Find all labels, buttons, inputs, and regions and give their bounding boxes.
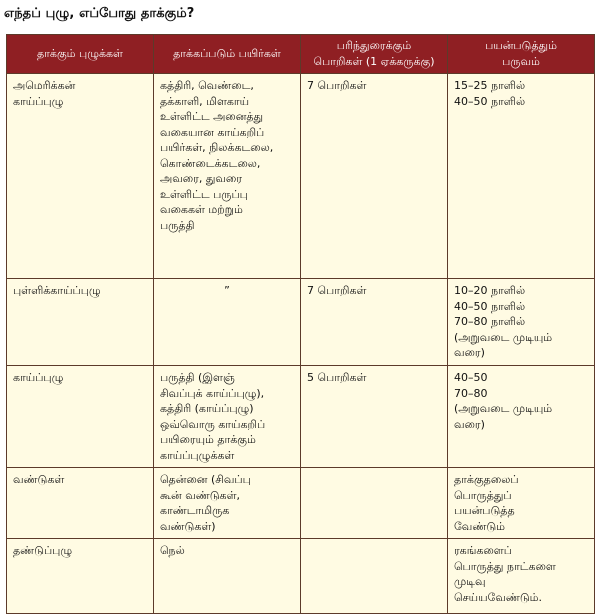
- season-cell: 15–25 நாளில் 40–50 நாளில்: [448, 74, 595, 279]
- pest-cell: அமெரிக்கன் காய்ப்புழு: [7, 74, 154, 279]
- traps-cell: [301, 468, 448, 539]
- table-row: [7, 468, 595, 539]
- header-pests: தாக்கும் புழுக்கள்: [7, 35, 154, 74]
- header-traps: பரிந்துரைக்கும் பொறிகள் (1 ஏக்கருக்கு): [301, 35, 448, 74]
- table-row: [7, 366, 595, 468]
- crops-cell-ditto: ”: [154, 279, 301, 366]
- header-crops: தாக்கப்படும் பயிர்கள்: [154, 35, 301, 74]
- table-row: [7, 74, 595, 279]
- traps-cell: 7 பொறிகள்: [301, 279, 448, 366]
- table-row: [7, 279, 595, 366]
- traps-cell: [301, 539, 448, 614]
- season-cell: தாக்குதலைப் பொருத்துப் பயன்படுத்த வேண்டும்: [448, 468, 595, 539]
- season-cell: 40–50 70–80 (அறுவடை முடியும் வரை): [448, 366, 595, 468]
- table-header-row: [7, 35, 595, 74]
- pest-trap-table: [6, 34, 595, 614]
- pest-cell: தண்டுப்புழு: [7, 539, 154, 614]
- pest-cell: புள்ளிக்காய்ப்புழு: [7, 279, 154, 366]
- crops-cell: நெல்: [154, 539, 301, 614]
- traps-cell: 7 பொறிகள்: [301, 74, 448, 279]
- season-cell: 10–20 நாளில் 40–50 நாளில் 70–80 நாளில் (அறுவடை முடியும் வரை): [448, 279, 595, 366]
- season-cell: ரகங்களைப் பொருத்து நாட்களை முடிவு செய்யவேண்டும்.: [448, 539, 595, 614]
- crops-cell: தென்னை (சிவப்பு கூன் வண்டுகள், காண்டாமிருக வண்டுகள்): [154, 468, 301, 539]
- pest-cell: காய்ப்புழு: [7, 366, 154, 468]
- table-row: [7, 539, 595, 614]
- traps-cell: 5 பொறிகள்: [301, 366, 448, 468]
- crops-cell: பருத்தி (இளஞ் சிவப்புக் காய்ப்புழு), கத்திரி (காய்ப்புழு) ஒவ்வொரு காய்கறிப் பயிரையும் தாக்கும் காய்ப்புழுக்கள்: [154, 366, 301, 468]
- page-title: எந்தப் புழு, எப்போது தாக்கும்?: [4, 6, 195, 21]
- crops-cell: கத்திரி, வெண்டை, தக்காளி, மிளகாய் உள்ளிட்ட அனைத்து வகையான காய்கறிப் பயிர்கள், நிலக்கடலை, கொண்டைக்கடலை, அவரை, துவரை உள்ளிட்ட பருப்பு வகைகள் மற்றும் பருத்தி: [154, 74, 301, 279]
- pest-cell: வண்டுகள்: [7, 468, 154, 539]
- header-season: பயன்படுத்தும் பருவம்: [448, 35, 595, 74]
